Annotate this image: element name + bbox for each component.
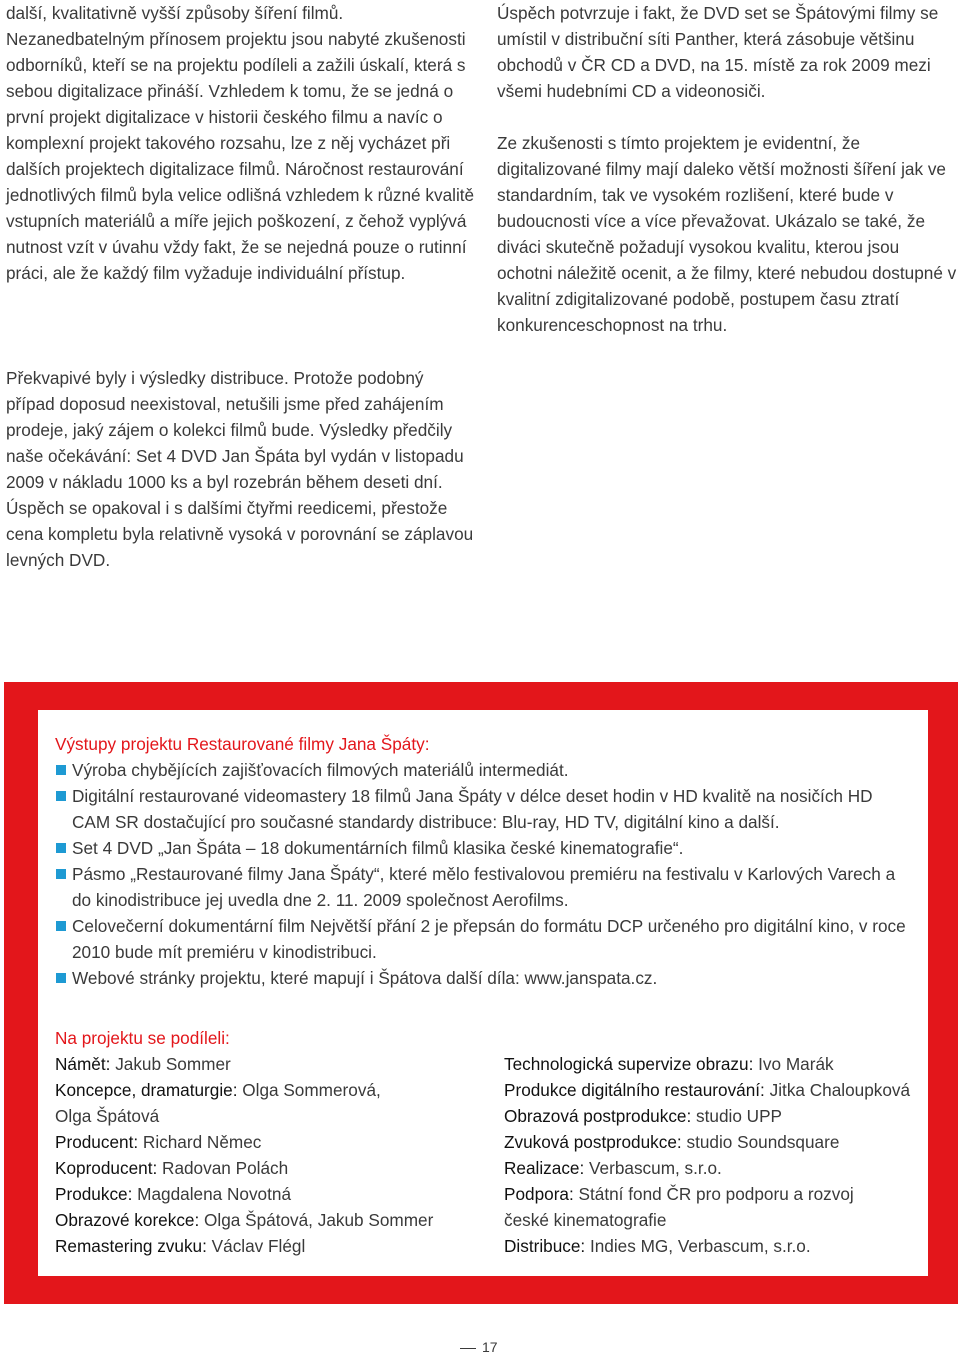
credit-line: Námět: Jakub Sommer xyxy=(55,1054,231,1074)
list-item: Digitální restaurované videomastery 18 filmů Jana Špáty v délce deset hodin v HD kvalitě na nosičích HD CAM SR dostačující pro současné standardy distribuce: Blu-ray, HD TV, digitální kino a další. xyxy=(55,783,915,835)
page-number-dash xyxy=(460,1348,476,1349)
credit-line: Technologická supervize obrazu: Ivo Marák xyxy=(504,1054,834,1074)
credits-title: Na projektu se podíleli: xyxy=(55,1028,230,1048)
list-item: Výroba chybějících zajišťovacích filmových materiálů intermediát. xyxy=(55,757,915,783)
credit-line: Distribuce: Indies MG, Verbascum, s.r.o. xyxy=(504,1236,811,1256)
credit-line: Produkce digitálního restaurování: Jitka Chaloupková xyxy=(504,1080,911,1100)
square-bullet-icon xyxy=(56,791,66,801)
credit-line: Obrazová postprodukce: studio UPP xyxy=(504,1106,783,1126)
credit-line: Remastering zvuku: Václav Flégl xyxy=(55,1236,306,1256)
body-paragraph: další, kvalitativně vyšší způsoby šíření filmů. Nezanedbatelným přínosem projektu jsou nabyté zkušenosti odborníků, kteří se na projektu podíleli a zažili úskalí, která s sebou digitalizace přináší. Vzhledem k tomu, že se jedná o první projekt digitalizace v historii českého filmu a navíc o komplexní projekt takového rozsahu, lze z něj vycházet při dalších projektech digitalizace filmů. Náročnost restaurování jednotlivých filmů byla velice odlišná vzhledem k různé kvalitě vstupních materiálů a míře jejich poškození, z čehož vyplývá nutnost vzít v úvahu vždy fakt, že se nejedná pouze o rutinní práci, ale že každý film vyžaduje individuální přístup. xyxy=(6,3,475,283)
body-paragraph: Ze zkušenosti s tímto projektem je evidentní, že digitalizované filmy mají daleko větší možnosti šíření jak ve standardním, tak ve vysokém rozlišení, které bude v budoucnosti více a více převažovat. Ukázalo se také, že diváci skutečně požadují vysokou kvalitu, kterou jsou ochotni náležitě ocenit, a že filmy, které nebudou dostupné v kvalitní zdigitalizované podobě, postupem času ztratí konkurenceschopnost na trhu. xyxy=(497,133,957,335)
credit-line: Koncepce, dramaturgie: Olga Sommerová, Olga Špátová xyxy=(55,1080,381,1126)
body-paragraph: Úspěch potvrzuje i fakt, že DVD set se Špátovými filmy se umístil v distribuční síti Panther, která zásobuje většinu obchodů v ČR CD a DVD, na 15. místě za rok 2009 mezi všemi hudebními CD a videonosiči. xyxy=(497,3,939,101)
list-item: Pásmo „Restaurované filmy Jana Špáty“, které mělo festivalovou premiéru na festivalu v Karlových Varech a do kinodistribuce jej uvedla dne 2. 11. 2009 společnost Aerofilms. xyxy=(55,861,915,913)
square-bullet-icon xyxy=(56,765,66,775)
square-bullet-icon xyxy=(56,843,66,853)
credit-line: Koproducent: Radovan Polách xyxy=(55,1158,289,1178)
square-bullet-icon xyxy=(56,869,66,879)
outputs-section xyxy=(55,731,915,991)
credit-line: Obrazové korekce: Olga Špátová, Jakub Sommer xyxy=(55,1210,434,1230)
credit-line: Podpora: Státní fond ČR pro podporu a rozvoj české kinematografie xyxy=(504,1184,854,1230)
square-bullet-icon xyxy=(56,921,66,931)
outputs-list xyxy=(55,757,915,991)
credit-line: Producent: Richard Němec xyxy=(55,1132,262,1152)
project-outputs-frame xyxy=(4,682,958,1304)
left-column-top xyxy=(6,0,476,286)
credits-right-column xyxy=(504,1051,924,1259)
body-paragraph: Překvapivé byly i výsledky distribuce. Protože podobný případ doposud neexistoval, netušili jsme před zahájením prodeje, jaký zájem o kolekci filmů bude. Výsledky předčily naše očekávání: Set 4 DVD Jan Špáta byl vydán v listopadu 2009 v nákladu 1000 ks a byl rozebrán během deseti dní. Úspěch se opakoval i s dalšími čtyřmi reedicemi, přestože cena kompletu byla relativně vysoká v porovnání se záplavou levných DVD. xyxy=(6,368,474,570)
list-item: Set 4 DVD „Jan Špáta – 18 dokumentárních filmů klasika české kinematografie“. xyxy=(55,835,915,861)
credit-line: Produkce: Magdalena Novotná xyxy=(55,1184,292,1204)
square-bullet-icon xyxy=(56,973,66,983)
left-column-bottom xyxy=(6,365,476,573)
credit-line: Realizace: Verbascum, s.r.o. xyxy=(504,1158,722,1178)
credit-line: Zvuková postprodukce: studio Soundsquare xyxy=(504,1132,840,1152)
right-column xyxy=(497,0,959,338)
list-item: Celovečerní dokumentární film Největší přání 2 je přepsán do formátu DCP určeného pro digitální kino, v roce 2010 bude mít premiéru v kinodistribuci. xyxy=(55,913,915,965)
page-number: 17 xyxy=(460,1337,498,1357)
project-outputs-panel xyxy=(38,710,928,1276)
outputs-title: Výstupy projektu Restaurované filmy Jana Špáty: xyxy=(55,734,430,754)
credits-left-column xyxy=(55,1051,475,1259)
list-item: Webové stránky projektu, které mapují i Špátova další díla: www.janspata.cz. xyxy=(55,965,915,991)
